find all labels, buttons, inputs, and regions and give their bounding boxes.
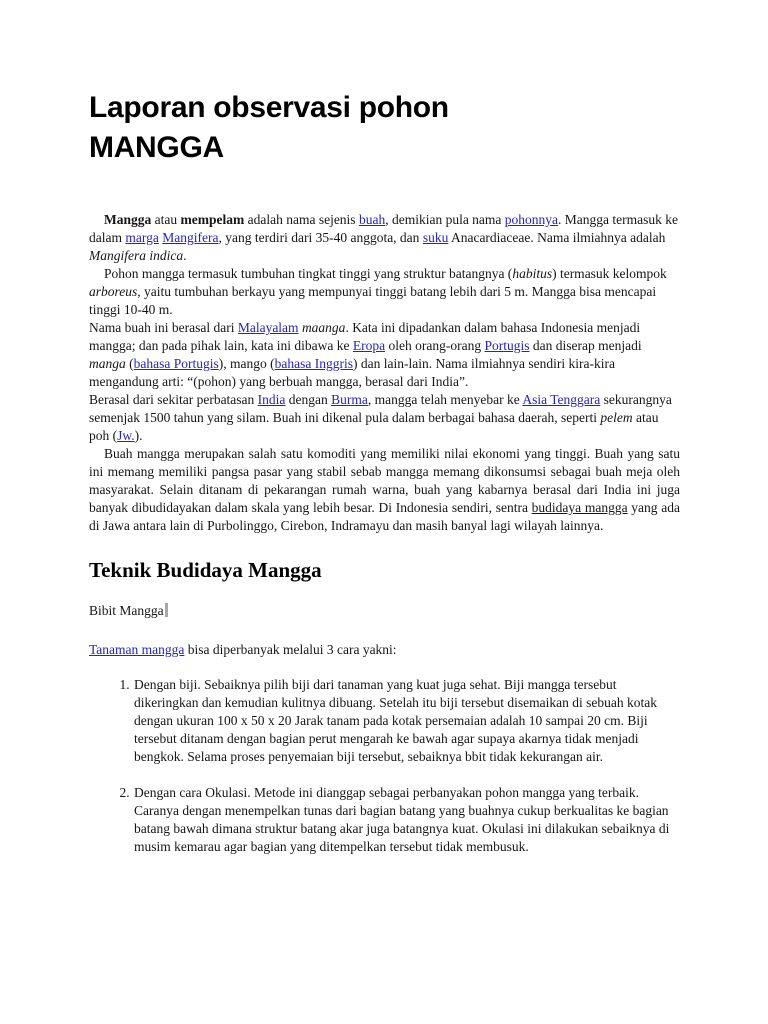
italic-text: Mangifera indica — [89, 248, 184, 263]
text-run: oleh orang-orang — [385, 338, 485, 353]
text-run: ), mango ( — [218, 356, 275, 371]
paragraph-pohon-habitus — [89, 265, 680, 319]
text-run: adalah nama sejenis — [244, 212, 359, 227]
text-run: , demikian pula nama — [385, 212, 505, 227]
text-run: Anacardiaceae. Nama ilmiahnya adalah — [448, 230, 666, 245]
text-run: Buah mangga merupakan salah satu komoditi yang memiliki nilai ekonomi yang tinggi. Buah yang satu ini memang memiliki pangsa pasar yang stabil sebab mangga memang dikonsumsi sebagai buah meja oleh masyarakat. Selain ditanam di pekarangan rumah warna, buah yang kabarnya berasal dari India ini juga banyak dibudidayakan dalam skala yang lebih besar. Di Indonesia sendiri, sentra — [89, 446, 680, 515]
hyperlink[interactable]: Portugis — [484, 338, 530, 353]
text-run: sekurangnya semenjak 1500 tahun yang silam. Buah ini dikenal pula dalam berbagai bahasa daerah, seperti — [89, 392, 672, 425]
hyperlink[interactable]: buah — [358, 212, 386, 227]
text-run: ). — [134, 428, 143, 443]
text-run: dengan — [285, 392, 332, 407]
hyperlink[interactable]: pohonnya — [504, 212, 559, 227]
italic-text: habitus — [512, 266, 553, 281]
text-run: ) termasuk kelompok — [552, 266, 667, 281]
text-run: . Kata ini dipadankan dalam bahasa Indonesia menjadi mangga; dan pada pihak lain, kata ini dibawa ke — [89, 320, 641, 353]
paragraph-asal-usul — [89, 391, 680, 445]
hyperlink[interactable]: bahasa Inggris — [274, 356, 353, 371]
list-item-cara-okulasi: 2. Dengan cara Okulasi. Metode ini dianggap sebagai perbanyakan pohon mangga yang terbaik. Caranya dengan menempelkan tunas dari bagian batang yang buahnya cukup berkualitas ke bagian batang bawah dimana struktur batang akar juga batangnya kuat. Okulasi ini dilakukan sebaiknya di musim kemarau agar bagian yang ditempelkan tersebut tidak membusuk. — [133, 784, 680, 856]
bold-text: mempelam — [180, 212, 245, 227]
text-run: bisa diperbanyak melalui 3 cara yakni: — [184, 642, 397, 657]
hyperlink[interactable]: Burma — [331, 392, 368, 407]
text-run: . Mangga termasuk ke dalam — [89, 212, 679, 245]
italic-text: maanga — [301, 320, 346, 335]
hyperlink[interactable]: Asia Tenggara — [522, 392, 601, 407]
text-run: yang ada di Jawa antara lain di Purbolinggo, Cirebon, Indramayu dan masih banyal lagi wilayah lainnya. — [89, 500, 680, 533]
text-run: , yang terdiri dari 35-40 anggota, dan — [218, 230, 423, 245]
text-run: dan diserap menjadi — [529, 338, 642, 353]
hyperlink[interactable]: marga — [125, 230, 159, 245]
hyperlink[interactable]: Tanaman mangga — [89, 642, 185, 657]
italic-text: manga — [89, 356, 126, 371]
bold-text: Mangga — [104, 212, 152, 227]
text-run: Nama buah ini berasal dari — [89, 320, 238, 335]
italic-text: pelem — [600, 410, 633, 425]
hyperlink[interactable]: Mangifera — [162, 230, 219, 245]
document-body — [89, 211, 680, 535]
list-intro — [89, 641, 680, 659]
paragraph-komoditi — [89, 445, 680, 535]
text-run: ( — [125, 356, 134, 371]
text-run: atau — [151, 212, 181, 227]
hyperlink[interactable]: Malayalam — [237, 320, 299, 335]
list-item-dengan-biji: 1. Dengan biji. Sebaiknya pilih biji dari tanaman yang kuat juga sehat. Biji mangga tersebut dikeringkan dan kemudian kulitnya dibuang. Setelah itu biji tersebut disemaikan di sebuah kotak dengan ukuran 100 x 50 x 20 Jarak tanam pada kotak persemaian adalah 10 sampai 20 cm. Biji tersebut ditanam dengan bagian perut mengarah ke bawah agar supaya akarnya tidak menjadi bengkok. Selama proses penyemaian biji tersebut, sebaiknya bbit tidak kekurangan air. — [133, 676, 680, 766]
text-cursor-caret — [165, 603, 168, 617]
paragraph-etimologi — [89, 319, 680, 391]
subheading-text: Bibit Mangga — [89, 603, 164, 618]
text-run: ) dan lain-lain. Nama ilmiahnya sendiri kira-kira mengandung arti: “(pohon) yang berbuah mangga, berasal dari India”. — [89, 356, 615, 389]
text-run: Pohon mangga termasuk tumbuhan tingkat tinggi yang struktur batangnya ( — [104, 266, 513, 281]
text-run: , mangga telah menyebar ke — [367, 392, 523, 407]
document-title: Laporan observasi pohon MANGGA — [89, 91, 449, 164]
text-run: . — [183, 248, 187, 263]
hyperlink[interactable]: Jw. — [117, 428, 135, 443]
underlined-text: budidaya mangga — [531, 500, 628, 515]
hyperlink[interactable]: suku — [422, 230, 449, 245]
text-run: atau poh ( — [89, 410, 659, 443]
section-heading-teknik-budidaya: Teknik Budidaya Mangga — [89, 558, 322, 582]
text-run: , yaitu tumbuhan berkayu yang mempunyai tinggi batang lebih dari 5 m. Mangga bisa mencapai tinggi 10-40 m. — [89, 284, 657, 317]
subheading-bibit-mangga — [89, 602, 680, 620]
propagation-method-list — [89, 676, 680, 856]
text-run: Berasal dari sekitar perbatasan — [89, 392, 258, 407]
italic-text: arboreus — [89, 284, 138, 299]
hyperlink[interactable]: India — [257, 392, 286, 407]
paragraph-mangga-intro — [89, 211, 680, 265]
hyperlink[interactable]: Eropa — [352, 338, 386, 353]
hyperlink[interactable]: bahasa Portugis — [133, 356, 219, 371]
